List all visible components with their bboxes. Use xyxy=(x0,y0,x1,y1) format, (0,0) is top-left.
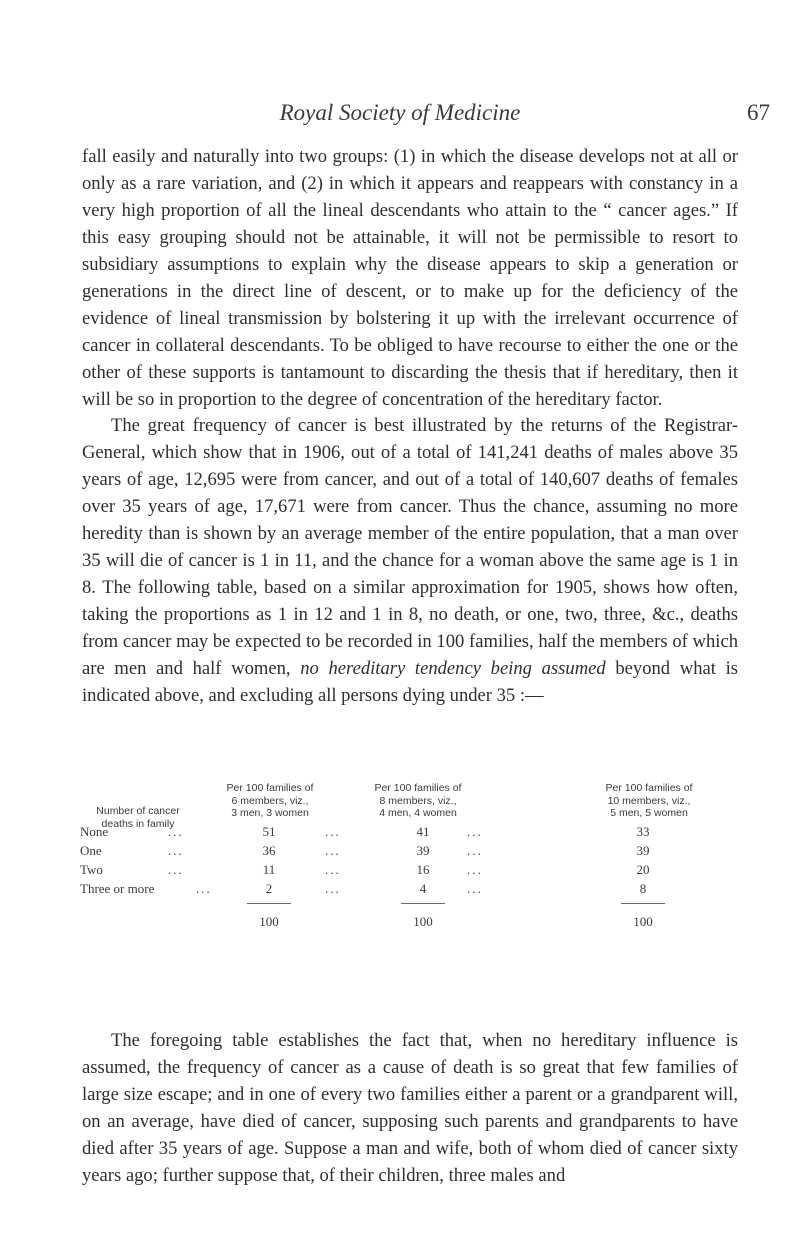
row-label: Two xyxy=(80,862,103,877)
paragraph-2-part-a: The great frequency of cancer is best illustrated by the returns of the Registrar-General, which show that in 1906, out of a total of 141,241 deaths of males above 35 years of age, 12,695 were from cancer, and out of a total of 140,607 deaths of females over 35 years of age, 17,671 were from cancer. Thus the chance, assuming no more heredity than is shown by an average member of the entire population, that a man over 35 will die of cancer is 1 in 11, and the chance for a woman above the same age is 1 in 8. The following table, based on a similar approximation for 1905, shows how often, taking the proportions as 1 in 12 and 1 in 8, no death, or one, two, three, &c., deaths from cancer may be expected to be recorded in 100 families, half the members of which are men and half women, xyxy=(82,415,738,679)
table-header-6-members xyxy=(210,782,330,820)
leader-dots: ... xyxy=(467,881,483,896)
paragraph-1 xyxy=(82,143,738,413)
cell-10-members: 39 xyxy=(636,843,650,858)
table-header-line: Per 100 families of xyxy=(374,782,462,794)
leader-dots: ... xyxy=(325,824,341,839)
total-rule xyxy=(621,903,665,904)
paragraph-2 xyxy=(82,412,738,709)
cell-6-members: 51 xyxy=(262,824,276,839)
table-header-line: 10 members, viz., xyxy=(607,794,691,807)
total-8-members: 100 xyxy=(413,914,433,929)
total-rule xyxy=(401,903,445,904)
table-header-line: Number of cancer xyxy=(96,805,180,817)
running-title: Royal Society of Medicine xyxy=(279,100,521,125)
leader-dots: ... xyxy=(467,824,483,839)
table-header-line: deaths in family xyxy=(101,817,175,830)
leader-dots: ... xyxy=(325,862,341,877)
paragraph-2-part-b: beyond what is indicated above, and excluding all persons dying under 35 :— xyxy=(82,658,738,706)
cell-10-members: 33 xyxy=(636,824,650,839)
leader-dots: ... xyxy=(325,881,341,896)
table-header-line: 6 members, viz., xyxy=(231,794,309,807)
paragraph-2-emphasis: no hereditary tendency being assumed xyxy=(300,658,606,679)
cell-8-members: 39 xyxy=(416,843,430,858)
table-row xyxy=(0,881,800,903)
leader-dots: ... xyxy=(196,881,212,896)
leader-dots: ... xyxy=(467,862,483,877)
table-header-line: Per 100 families of xyxy=(226,782,314,794)
row-label: One xyxy=(80,843,102,858)
leader-dots: ... xyxy=(168,843,184,858)
page-number: 67 xyxy=(747,100,770,125)
cell-6-members: 36 xyxy=(262,843,276,858)
total-6-members: 100 xyxy=(259,914,279,929)
table-header-line: 3 men, 3 women xyxy=(231,807,309,819)
cell-10-members: 8 xyxy=(639,881,647,896)
leader-dots: ... xyxy=(467,843,483,858)
table-header-line: Per 100 families of xyxy=(605,782,693,794)
paragraph-2-text xyxy=(82,412,738,709)
total-rule xyxy=(247,903,291,904)
leader-dots: ... xyxy=(168,862,184,877)
leader-dots: ... xyxy=(325,843,341,858)
total-10-members: 100 xyxy=(633,914,653,929)
cell-8-members: 16 xyxy=(416,862,430,877)
leader-dots: ... xyxy=(168,824,184,839)
paragraph-3 xyxy=(82,1027,738,1189)
cell-8-members: 41 xyxy=(416,824,430,839)
cell-10-members: 20 xyxy=(636,862,650,877)
cell-6-members: 2 xyxy=(265,881,273,896)
table-header-10-members xyxy=(588,782,710,820)
row-label: None xyxy=(80,824,109,839)
row-label: Three or more xyxy=(80,881,155,896)
paragraph-3-text: The foregoing table establishes the fact that, when no hereditary influence is assumed, the frequency of cancer as a cause of death is so great that few families of large size escape; and in one of every two families either a parent or a grandparent will, on an average, have died of cancer, supposing such parents and grandparents to have died after 35 years of age. Suppose a man and wife, both of whom died of cancer sixty years ago; further suppose that, of their children, three males and xyxy=(82,1030,738,1186)
paragraph-1-text: fall easily and naturally into two groups: (1) in which the disease develops not at all or only as a rare variation, and (2) in which it appears and reappears with constancy in a very high proportion of all the lineal descendants who attain to the “ cancer ages.” If this easy grouping should not be attainable, it will not be permissible to resort to subsidiary assumptions to explain why the disease appears to skip a generation or generations in the direct line of descent, or to make up for the deficiency of the evidence of lineal transmission by bolstering it up with the irrelevant occurrence of cancer in collateral descendants. To be obliged to have recourse to either the one or the other of these supports is tantamount to discarding the thesis that if hereditary, then it will be so in proportion to the degree of concentration of the hereditary factor. xyxy=(82,146,738,410)
table-header-8-members xyxy=(356,782,480,820)
cell-6-members: 11 xyxy=(262,862,276,877)
table-header-line: 5 men, 5 women xyxy=(610,807,688,819)
cell-8-members: 4 xyxy=(419,881,427,896)
table-header-line: 8 members, viz., xyxy=(379,794,457,807)
table-header-line: 4 men, 4 women xyxy=(379,807,457,819)
